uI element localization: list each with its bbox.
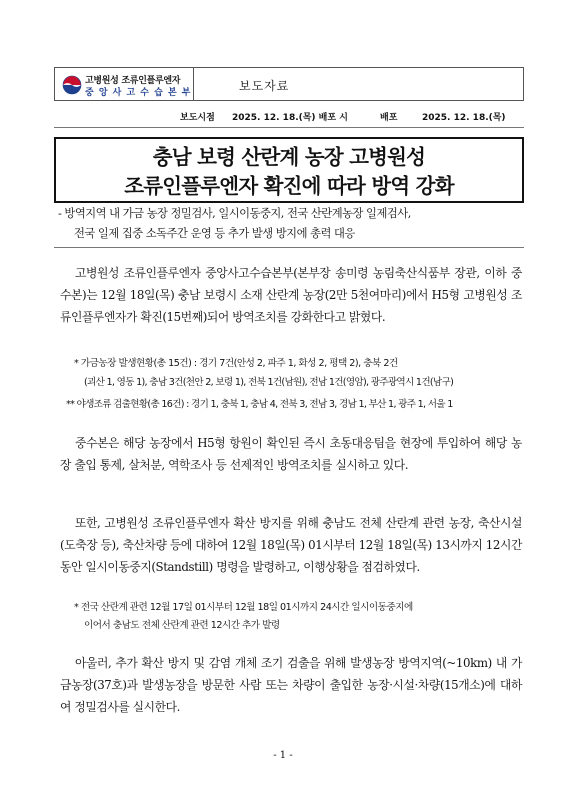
release-time-label: 보도시점	[180, 113, 215, 123]
note-standstill-line2: 이어서 충남도 전체 산란계 관련 12시간 추가 발령	[84, 620, 280, 631]
title-line-1: 충남 보령 산란계 농장 고병원성	[152, 145, 426, 169]
title-box	[54, 137, 524, 203]
paragraph-3	[60, 512, 522, 578]
note-standstill-line1: * 전국 산란계 관련 12월 17일 01시부터 12월 18일 01시까지 24시간 일시이동중지에	[74, 602, 413, 613]
paragraph-2	[60, 432, 522, 476]
paragraph-3-text: 또한, 고병원성 조류인플루엔자 확산 방지를 위해 충남도 전체 산란계 관련 농장, 축산시설(도축장 등), 축산차량 등에 대하여 12월 18일(목) 01시부터 12월 18일(목) 13시까지 12시간 동안 일시이동중지(Standstill) 명령을 발령하고, 이행상황을 점검하였다.	[60, 516, 522, 574]
page-number: - 1 -	[273, 750, 293, 761]
note-poultry-line1: * 가금농장 발생현황(총 15건) : 경기 7건(안성 2, 파주 1, 화성 2, 평택 2), 충북 2건	[74, 358, 398, 369]
subtitle-line-1: - 방역지역 내 가금 농장 정밀검사, 일시이동중지, 전국 산란계농장 일제검사,	[58, 207, 411, 220]
press-header	[54, 67, 524, 101]
paragraph-1-text: 고병원성 조류인플루엔자 중앙사고수습본부(본부장 송미령 농림축산식품부 장관, 이하 중수본)는 12월 18일(목) 충남 보령시 소재 산란계 농장(2만 5천여마리)에서 H5형 고병원성 조류인플루엔자가 확진(15번째)되어 방역조치를 강화한다고 밝혔다.	[60, 266, 522, 324]
header-divider	[193, 68, 194, 100]
government-emblem-icon	[61, 74, 83, 96]
paragraph-2-text: 중수본은 해당 농장에서 H5형 항원이 확인된 즉시 초동대응팀을 현장에 투입하여 해당 농장 출입 통제, 살처분, 역학조사 등 선제적인 방역조치를 실시하고 있다.	[60, 436, 522, 472]
subtitle-line-2: 전국 일제 집중 소독주간 운영 등 추가 발생 방지에 총력 대응	[74, 227, 355, 240]
paragraph-4	[60, 652, 522, 718]
subtitle-rule	[54, 247, 524, 248]
paragraph-1	[60, 262, 522, 328]
distribution-label: 배포	[380, 113, 398, 123]
org-name-line2: 중 앙 사 고 수 습 본 부	[85, 88, 192, 98]
header-rule	[54, 127, 524, 128]
org-name-line1: 고병원성 조류인플루엔자	[85, 76, 181, 86]
paragraph-4-text: 아울러, 추가 확산 방지 및 감염 개체 조기 검출을 위해 발생농장 방역지역(~10km) 내 가금농장(37호)과 발생농장을 방문한 사람 또는 차량이 출입한 농장·시설·차량(15개소)에 대하여 정밀검사를 실시한다.	[60, 656, 522, 714]
title-line-2: 조류인플루엔자 확진에 따라 방역 강화	[124, 174, 454, 198]
note-poultry-line2: (괴산 1, 영동 1), 충남 3건(천안 2, 보령 1), 전북 1건(남원), 전남 1건(영암), 광주광역시 1건(남구)	[84, 377, 454, 388]
note-wild-birds: ** 야생조류 검출현황(총 16건) : 경기 1, 충북 1, 충남 4, 전북 3, 전남 3, 경남 1, 부산 1, 광주 1, 서울 1	[66, 399, 453, 410]
release-time-value: 2025. 12. 18.(목) 배포 시	[232, 113, 348, 123]
distribution-value: 2025. 12. 18.(목)	[422, 113, 506, 123]
doc-type-label: 보도자료	[239, 79, 290, 93]
